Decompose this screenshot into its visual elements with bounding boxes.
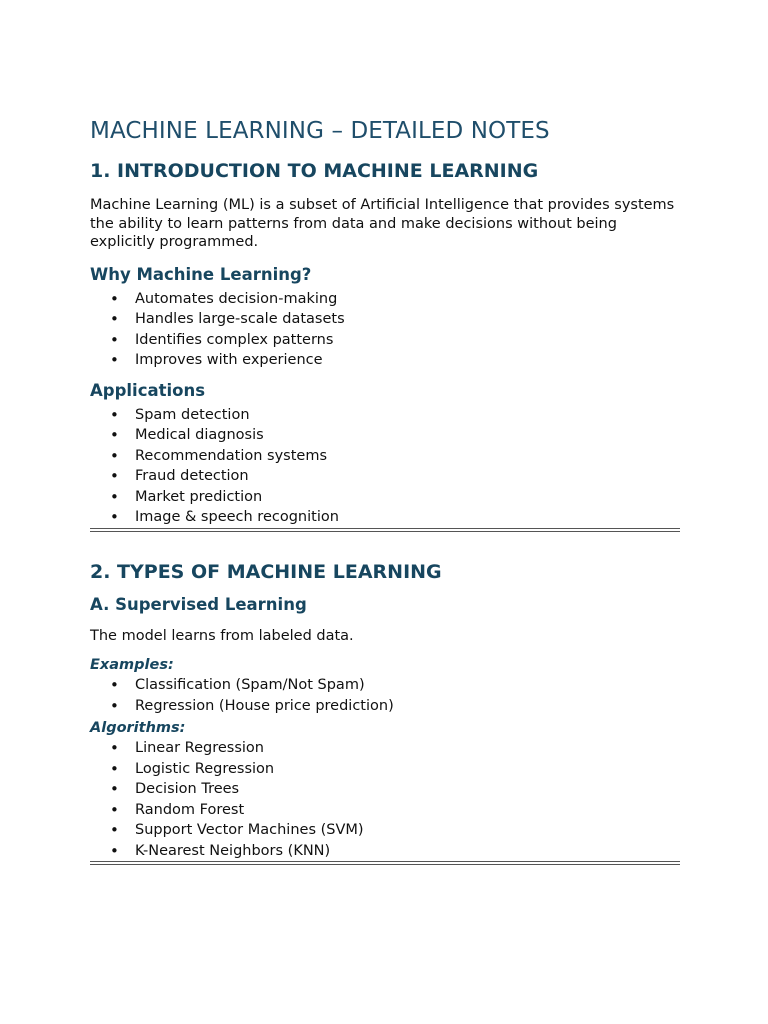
list-item: • Linear Regression (90, 738, 680, 759)
section-divider (90, 861, 680, 865)
algorithms-list (90, 738, 680, 861)
applications-list (90, 405, 680, 528)
section-1-heading: 1. INTRODUCTION TO MACHINE LEARNING (90, 160, 539, 182)
why-ml-heading: Why Machine Learning? (90, 264, 312, 284)
list-item: • Market prediction (90, 487, 680, 508)
document-title: MACHINE LEARNING – DETAILED NOTES (90, 118, 550, 144)
list-item: • Recommendation systems (90, 446, 680, 467)
list-item: • Random Forest (90, 800, 680, 821)
why-ml-list (90, 289, 680, 371)
supervised-learning-heading: A. Supervised Learning (90, 594, 307, 614)
list-item: • Image & speech recognition (90, 507, 680, 528)
list-item: • Medical diagnosis (90, 425, 680, 446)
list-item: • Classification (Spam/Not Spam) (90, 675, 680, 696)
document-page (90, 114, 680, 865)
applications-heading: Applications (90, 380, 206, 400)
list-item: • Support Vector Machines (SVM) (90, 820, 680, 841)
list-item: • Decision Trees (90, 779, 680, 800)
algorithms-label: Algorithms: (90, 720, 186, 736)
list-item: • Automates decision-making (90, 289, 680, 310)
list-item: • Logistic Regression (90, 759, 680, 780)
list-item: • Handles large-scale datasets (90, 309, 680, 330)
section-divider (90, 528, 680, 532)
section-2-heading: 2. TYPES OF MACHINE LEARNING (90, 560, 442, 583)
list-item: • Spam detection (90, 405, 680, 426)
list-item: • Improves with experience (90, 350, 680, 371)
list-item: • Identifies complex patterns (90, 330, 680, 351)
supervised-learning-intro: The model learns from labeled data. (90, 627, 354, 644)
list-item: • K-Nearest Neighbors (KNN) (90, 841, 680, 862)
list-item: • Regression (House price prediction) (90, 696, 680, 717)
examples-label: Examples: (90, 657, 174, 673)
section-1-intro: Machine Learning (ML) is a subset of Artificial Intelligence that provides systems the ability to learn patterns from data and make decisions without being explicitly programmed. (90, 197, 675, 250)
examples-list (90, 675, 680, 716)
list-item: • Fraud detection (90, 466, 680, 487)
